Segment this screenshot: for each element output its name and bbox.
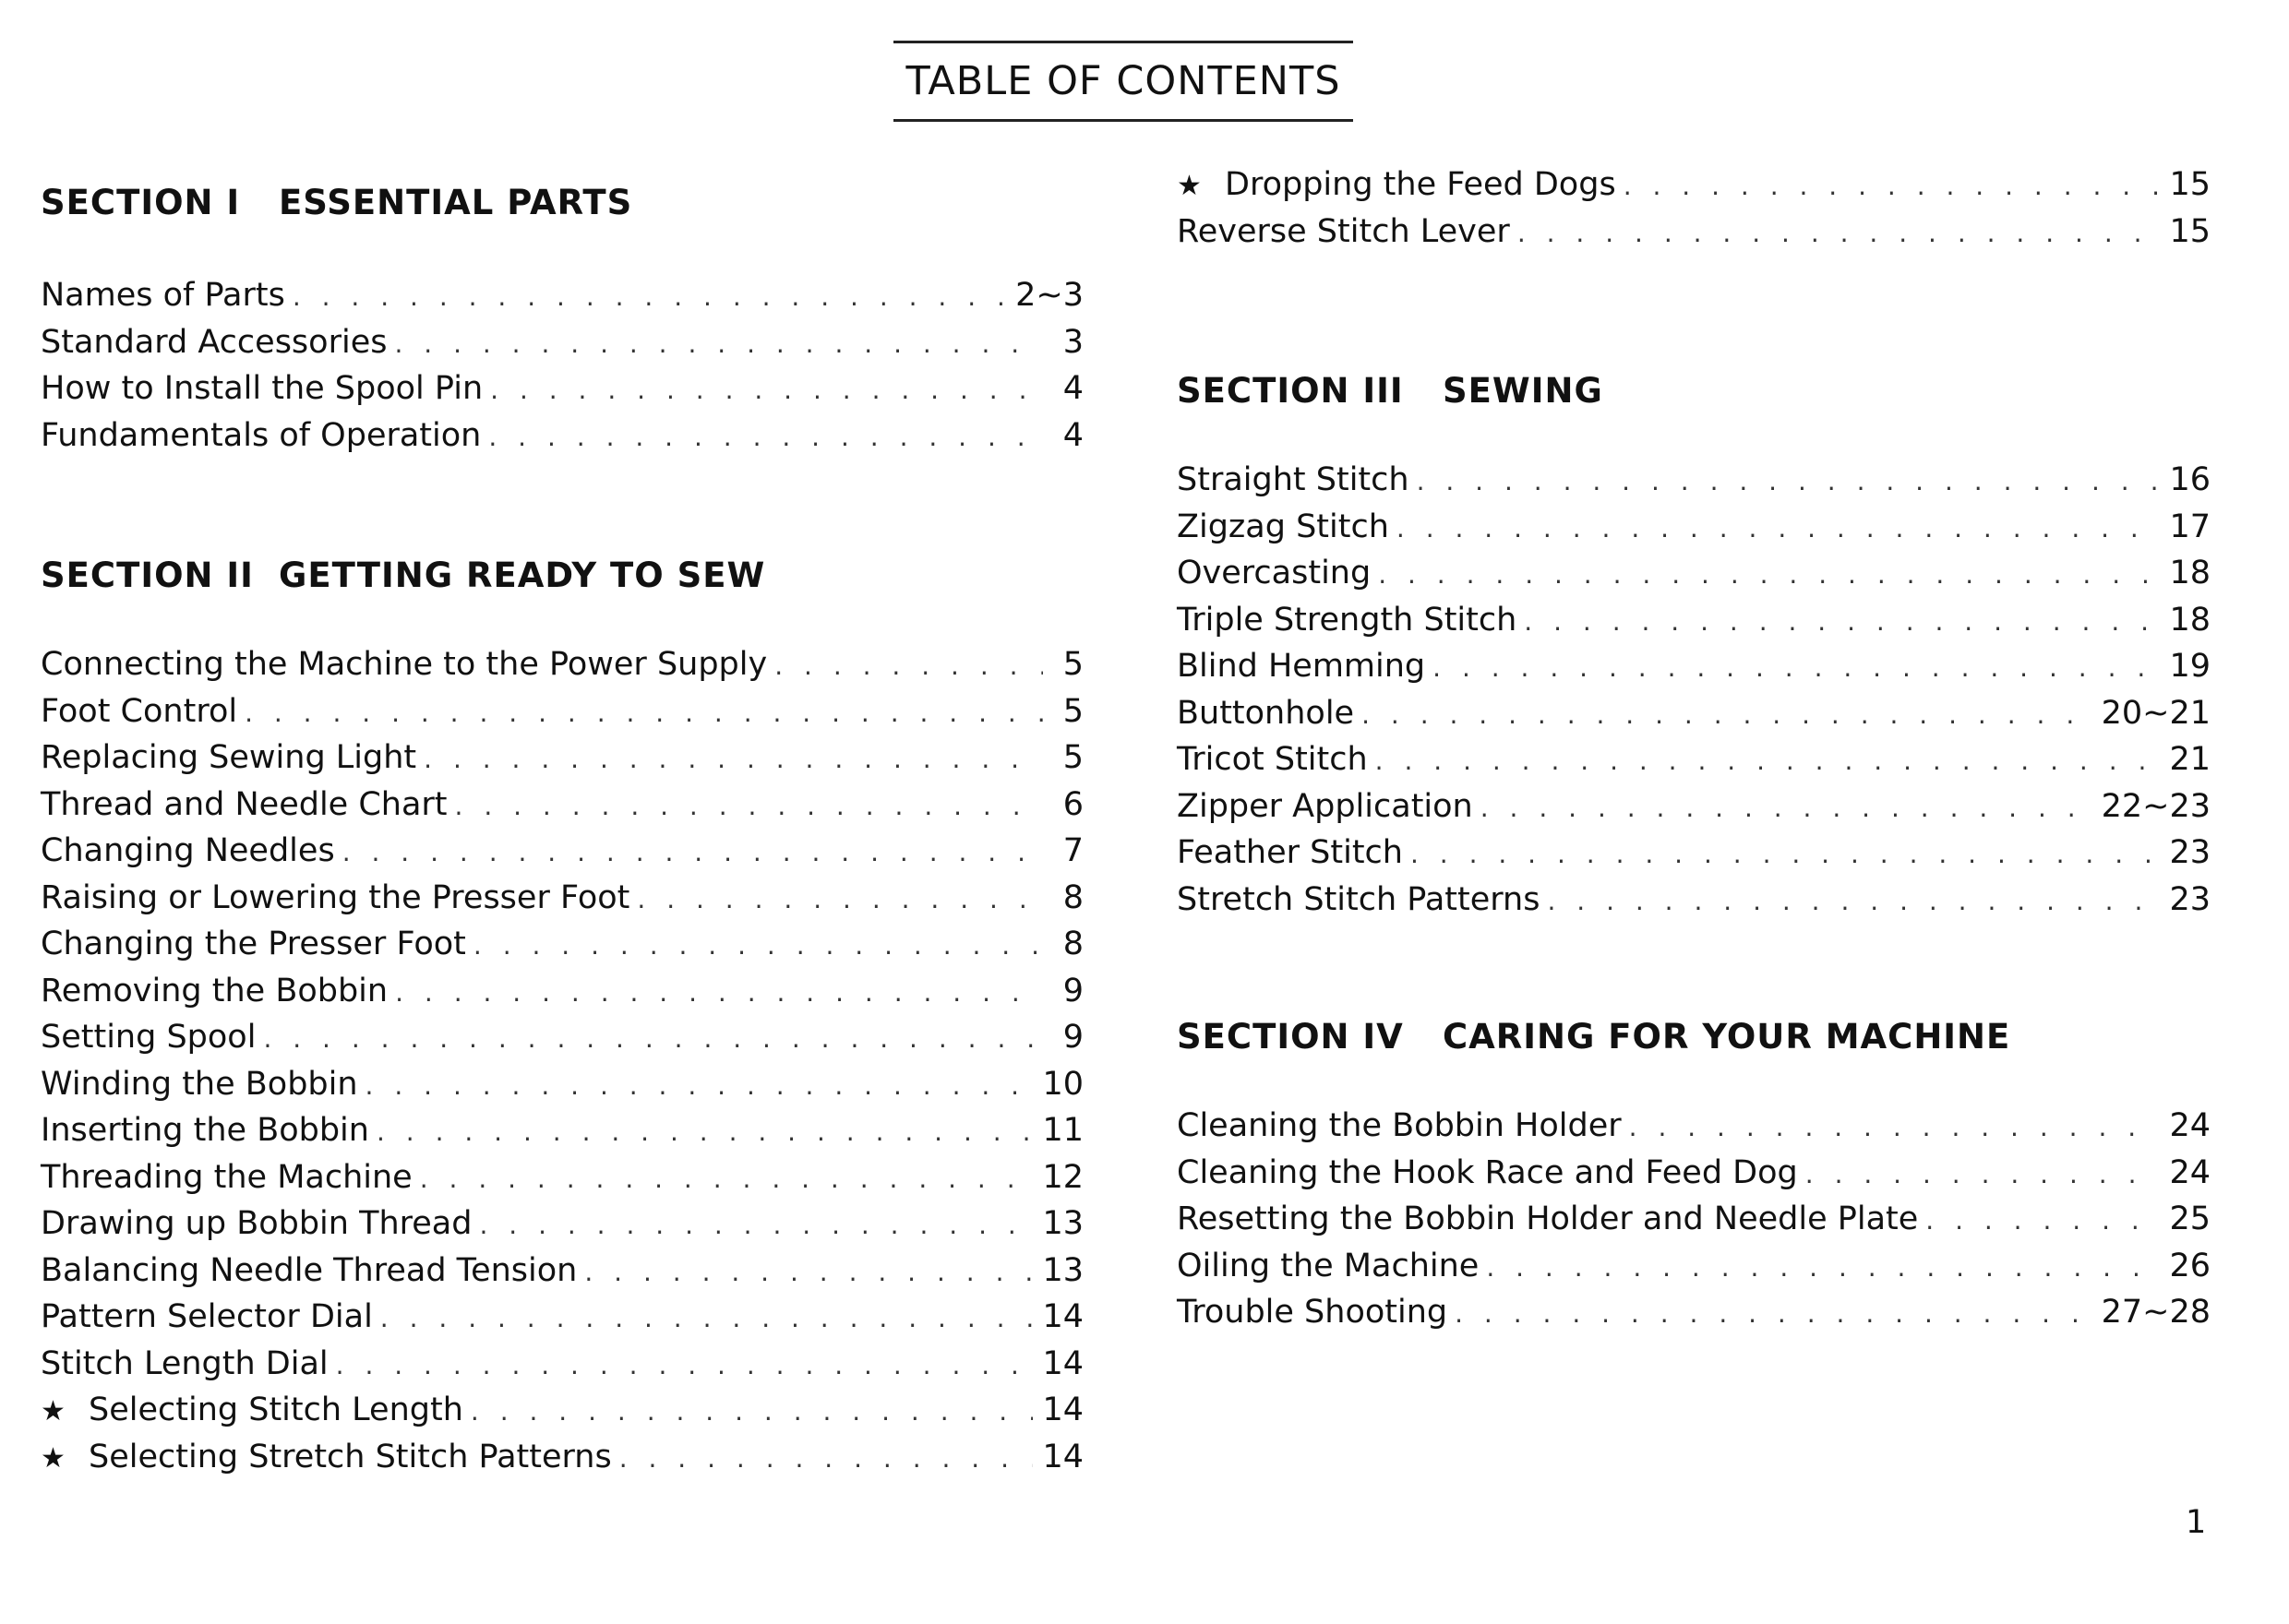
- dot-leader: [394, 328, 1043, 359]
- entry-page: 14: [1042, 1438, 1084, 1475]
- dot-leader: [1361, 699, 2092, 730]
- entry-page: 18: [2169, 555, 2211, 591]
- entry-page: 14: [1042, 1391, 1084, 1428]
- toc-entry[interactable]: [1177, 1248, 2211, 1295]
- entry-title: Reverse Stitch Lever: [1177, 212, 1510, 250]
- toc-entry[interactable]: [41, 277, 1084, 324]
- toc-entry[interactable]: [41, 646, 1084, 693]
- entry-title: Tricot Stitch: [1177, 741, 1368, 778]
- toc-entry[interactable]: [1177, 461, 2211, 508]
- entry-title: Setting Spool: [41, 1019, 257, 1056]
- toc-entry[interactable]: [1177, 1294, 2211, 1341]
- section-1-list: [41, 277, 1084, 463]
- entry-page: 16: [2169, 461, 2211, 498]
- toc-entry[interactable]: [1177, 695, 2211, 742]
- dot-leader: [1455, 1298, 2091, 1329]
- toc-entry[interactable]: [41, 1159, 1084, 1206]
- section-number: SECTION I: [41, 183, 241, 222]
- dot-leader: [293, 281, 1006, 312]
- dot-leader: [420, 1164, 1034, 1194]
- section-4-list: [1177, 1107, 2211, 1341]
- entry-page: 15: [2169, 166, 2211, 203]
- entry-title: Buttonhole: [1177, 694, 1355, 732]
- dot-leader: [380, 1303, 1034, 1333]
- entry-title: Triple Strength Stitch: [1177, 601, 1517, 639]
- entry-page: 24: [2169, 1153, 2211, 1191]
- entry-title: Selecting Stretch Stitch Patterns: [89, 1438, 612, 1475]
- dot-leader: [455, 791, 1043, 821]
- toc-entry[interactable]: [41, 1112, 1084, 1159]
- entry-title: Cleaning the Bobbin Holder: [1177, 1107, 1622, 1144]
- entry-title: Cleaning the Hook Race and Feed Dog: [1177, 1153, 1798, 1191]
- section-3-list: [1177, 461, 2211, 927]
- entry-title: Oiling the Machine: [1177, 1247, 1480, 1284]
- dot-leader: [245, 698, 1043, 728]
- dot-leader: [1410, 839, 2160, 869]
- toc-entry[interactable]: [41, 879, 1084, 926]
- toc-entry[interactable]: [41, 1066, 1084, 1113]
- entry-title: Dropping the Feed Dogs: [1225, 166, 1616, 203]
- entry-page: 13: [1042, 1205, 1084, 1242]
- toc-entry[interactable]: [1177, 213, 2211, 260]
- entry-title: Raising or Lowering the Presser Foot: [41, 878, 630, 916]
- toc-entry[interactable]: [41, 925, 1084, 973]
- title-box: [893, 41, 1353, 122]
- section-number: SECTION III: [1177, 371, 1404, 411]
- entry-title: Thread and Needle Chart: [41, 785, 448, 823]
- entry-page: 2~3: [1015, 277, 1084, 314]
- entry-title: Standard Accessories: [41, 323, 388, 361]
- entry-title: Overcasting: [1177, 555, 1372, 591]
- toc-entry[interactable]: [1177, 1107, 2211, 1154]
- dot-leader: [1547, 886, 2160, 916]
- entry-page: 17: [2169, 508, 2211, 545]
- section-2-continued-list: [1177, 166, 2211, 259]
- page-title: TABLE OF CONTENTS: [905, 58, 1341, 104]
- dot-leader: [342, 837, 1043, 867]
- entry-page: 5: [1062, 692, 1084, 730]
- toc-entry[interactable]: [41, 1019, 1084, 1066]
- entry-page: 12: [1042, 1158, 1084, 1196]
- entry-page: 8: [1062, 878, 1084, 916]
- entry-page: 26: [2169, 1247, 2211, 1284]
- toc-entry[interactable]: [41, 1298, 1084, 1345]
- entry-title: Stitch Length Dial: [41, 1344, 329, 1382]
- toc-entry[interactable]: [1177, 555, 2211, 602]
- dot-leader: [584, 1257, 1033, 1287]
- toc-entry[interactable]: [41, 1391, 1084, 1439]
- dot-leader: [1624, 171, 2161, 201]
- toc-entry[interactable]: [41, 973, 1084, 1020]
- section-number: SECTION IV: [1177, 1017, 1404, 1057]
- section-2-heading: [41, 555, 765, 595]
- entry-title: Blind Hemming: [1177, 648, 1426, 685]
- dot-leader: [1486, 1252, 2160, 1283]
- dot-leader: [424, 744, 1043, 774]
- entry-title: Replacing Sewing Light: [41, 739, 417, 776]
- toc-entry[interactable]: [1177, 834, 2211, 881]
- entry-page: 20~21: [2101, 694, 2211, 732]
- section-3-heading: [1177, 371, 1603, 411]
- dot-leader: [1378, 559, 2160, 590]
- toc-entry[interactable]: [1177, 648, 2211, 695]
- dot-leader: [263, 1023, 1043, 1054]
- dot-leader: [619, 1443, 1034, 1474]
- entry-page: 6: [1062, 785, 1084, 823]
- entry-page: 23: [2169, 834, 2211, 871]
- section-title: CARING FOR YOUR MACHINE: [1443, 1017, 2011, 1057]
- entry-page: 27~28: [2101, 1294, 2211, 1331]
- toc-entry[interactable]: [1177, 508, 2211, 555]
- toc-entry[interactable]: [1177, 741, 2211, 788]
- entry-page: 11: [1042, 1112, 1084, 1149]
- entry-title: Resetting the Bobbin Holder and Needle Plate: [1177, 1200, 1919, 1237]
- star-icon: ★: [1177, 170, 1202, 202]
- section-title: ESSENTIAL PARTS: [279, 183, 633, 222]
- toc-entry[interactable]: [1177, 166, 2211, 213]
- section-1-heading: [41, 183, 632, 222]
- entry-page: 23: [2169, 880, 2211, 918]
- toc-entry[interactable]: [41, 324, 1084, 371]
- toc-entry[interactable]: [41, 370, 1084, 417]
- dot-leader: [479, 1210, 1033, 1240]
- entry-title: Removing the Bobbin: [41, 972, 389, 1009]
- dot-leader: [1396, 513, 2161, 543]
- dot-leader: [1925, 1205, 2160, 1236]
- toc-entry[interactable]: [41, 693, 1084, 740]
- dot-leader: [1805, 1159, 2161, 1189]
- entry-title: Threading the Machine: [41, 1158, 413, 1196]
- dot-leader: [774, 651, 1043, 681]
- dot-leader: [366, 1070, 1034, 1101]
- star-icon: ★: [41, 1441, 66, 1475]
- dot-leader: [395, 977, 1043, 1008]
- toc-entry[interactable]: [1177, 1200, 2211, 1248]
- entry-title: Zigzag Stitch: [1177, 508, 1389, 545]
- section-title: GETTING READY TO SEW: [279, 555, 766, 595]
- entry-title: Selecting Stitch Length: [89, 1391, 463, 1428]
- entry-page: 25: [2169, 1200, 2211, 1237]
- entry-page: 4: [1062, 370, 1084, 407]
- entry-title: Straight Stitch: [1177, 461, 1409, 498]
- entry-title: Winding the Bobbin: [41, 1065, 358, 1103]
- entry-title: Zipper Application: [1177, 787, 1473, 825]
- dot-leader: [637, 884, 1043, 914]
- entry-page: 13: [1042, 1251, 1084, 1289]
- toc-entry[interactable]: [1177, 881, 2211, 928]
- entry-page: 5: [1062, 739, 1084, 776]
- toc-entry[interactable]: [41, 786, 1084, 833]
- entry-title: Trouble Shooting: [1177, 1294, 1448, 1331]
- page-number: 1: [2186, 1504, 2207, 1541]
- entry-title: Changing Needles: [41, 832, 335, 869]
- toc-entry[interactable]: [1177, 788, 2211, 835]
- toc-entry[interactable]: [41, 1205, 1084, 1252]
- dot-leader: [1432, 652, 2160, 683]
- entry-page: 4: [1062, 416, 1084, 454]
- entry-page: 21: [2169, 741, 2211, 778]
- dot-leader: [377, 1116, 1033, 1147]
- entry-title: Pattern Selector Dial: [41, 1298, 373, 1335]
- entry-page: 24: [2169, 1107, 2211, 1144]
- entry-page: 18: [2169, 601, 2211, 639]
- dot-leader: [488, 422, 1043, 452]
- entry-title: Inserting the Bobbin: [41, 1112, 369, 1149]
- entry-page: 22~23: [2101, 787, 2211, 825]
- toc-entry[interactable]: [41, 1439, 1084, 1486]
- entry-title: Changing the Presser Foot: [41, 925, 466, 962]
- entry-title: Stretch Stitch Patterns: [1177, 880, 1540, 918]
- entry-page: 9: [1062, 1019, 1084, 1056]
- entry-title: Balancing Needle Thread Tension: [41, 1251, 578, 1289]
- entry-page: 7: [1062, 832, 1084, 869]
- toc-entry[interactable]: [41, 832, 1084, 879]
- toc-entry[interactable]: [41, 1345, 1084, 1392]
- entry-title: How to Install the Spool Pin: [41, 370, 484, 407]
- entry-title: Connecting the Machine to the Power Supply: [41, 646, 768, 683]
- dot-leader: [336, 1350, 1034, 1380]
- dot-leader: [471, 1396, 1034, 1427]
- entry-title: Feather Stitch: [1177, 834, 1403, 871]
- dot-leader: [1480, 793, 2092, 823]
- star-icon: ★: [41, 1395, 66, 1427]
- entry-title: Drawing up Bobbin Thread: [41, 1205, 473, 1242]
- toc-entry[interactable]: [41, 739, 1084, 786]
- dot-leader: [1629, 1112, 2161, 1142]
- section-number: SECTION II: [41, 555, 254, 595]
- dot-leader: [473, 930, 1043, 961]
- entry-page: 5: [1062, 646, 1084, 683]
- toc-entry[interactable]: [1177, 1154, 2211, 1201]
- entry-title: Fundamentals of Operation: [41, 416, 482, 454]
- dot-leader: [1524, 606, 2160, 637]
- entry-page: 3: [1062, 323, 1084, 361]
- entry-page: 10: [1042, 1065, 1084, 1103]
- dot-leader: [1417, 466, 2161, 496]
- toc-entry[interactable]: [41, 417, 1084, 464]
- dot-leader: [490, 375, 1043, 405]
- entry-title: Foot Control: [41, 692, 238, 730]
- dot-leader: [1517, 218, 2161, 248]
- toc-entry[interactable]: [1177, 602, 2211, 649]
- entry-page: 14: [1042, 1298, 1084, 1335]
- section-4-heading: [1177, 1017, 2010, 1057]
- toc-entry[interactable]: [41, 1252, 1084, 1299]
- entry-page: 14: [1042, 1344, 1084, 1382]
- entry-title: Names of Parts: [41, 277, 285, 314]
- entry-page: 8: [1062, 925, 1084, 962]
- dot-leader: [1375, 746, 2161, 776]
- entry-page: 19: [2169, 648, 2211, 685]
- section-title: SEWING: [1443, 371, 1603, 411]
- entry-page: 9: [1062, 972, 1084, 1009]
- entry-page: 15: [2169, 212, 2211, 250]
- section-2-list: [41, 646, 1084, 1485]
